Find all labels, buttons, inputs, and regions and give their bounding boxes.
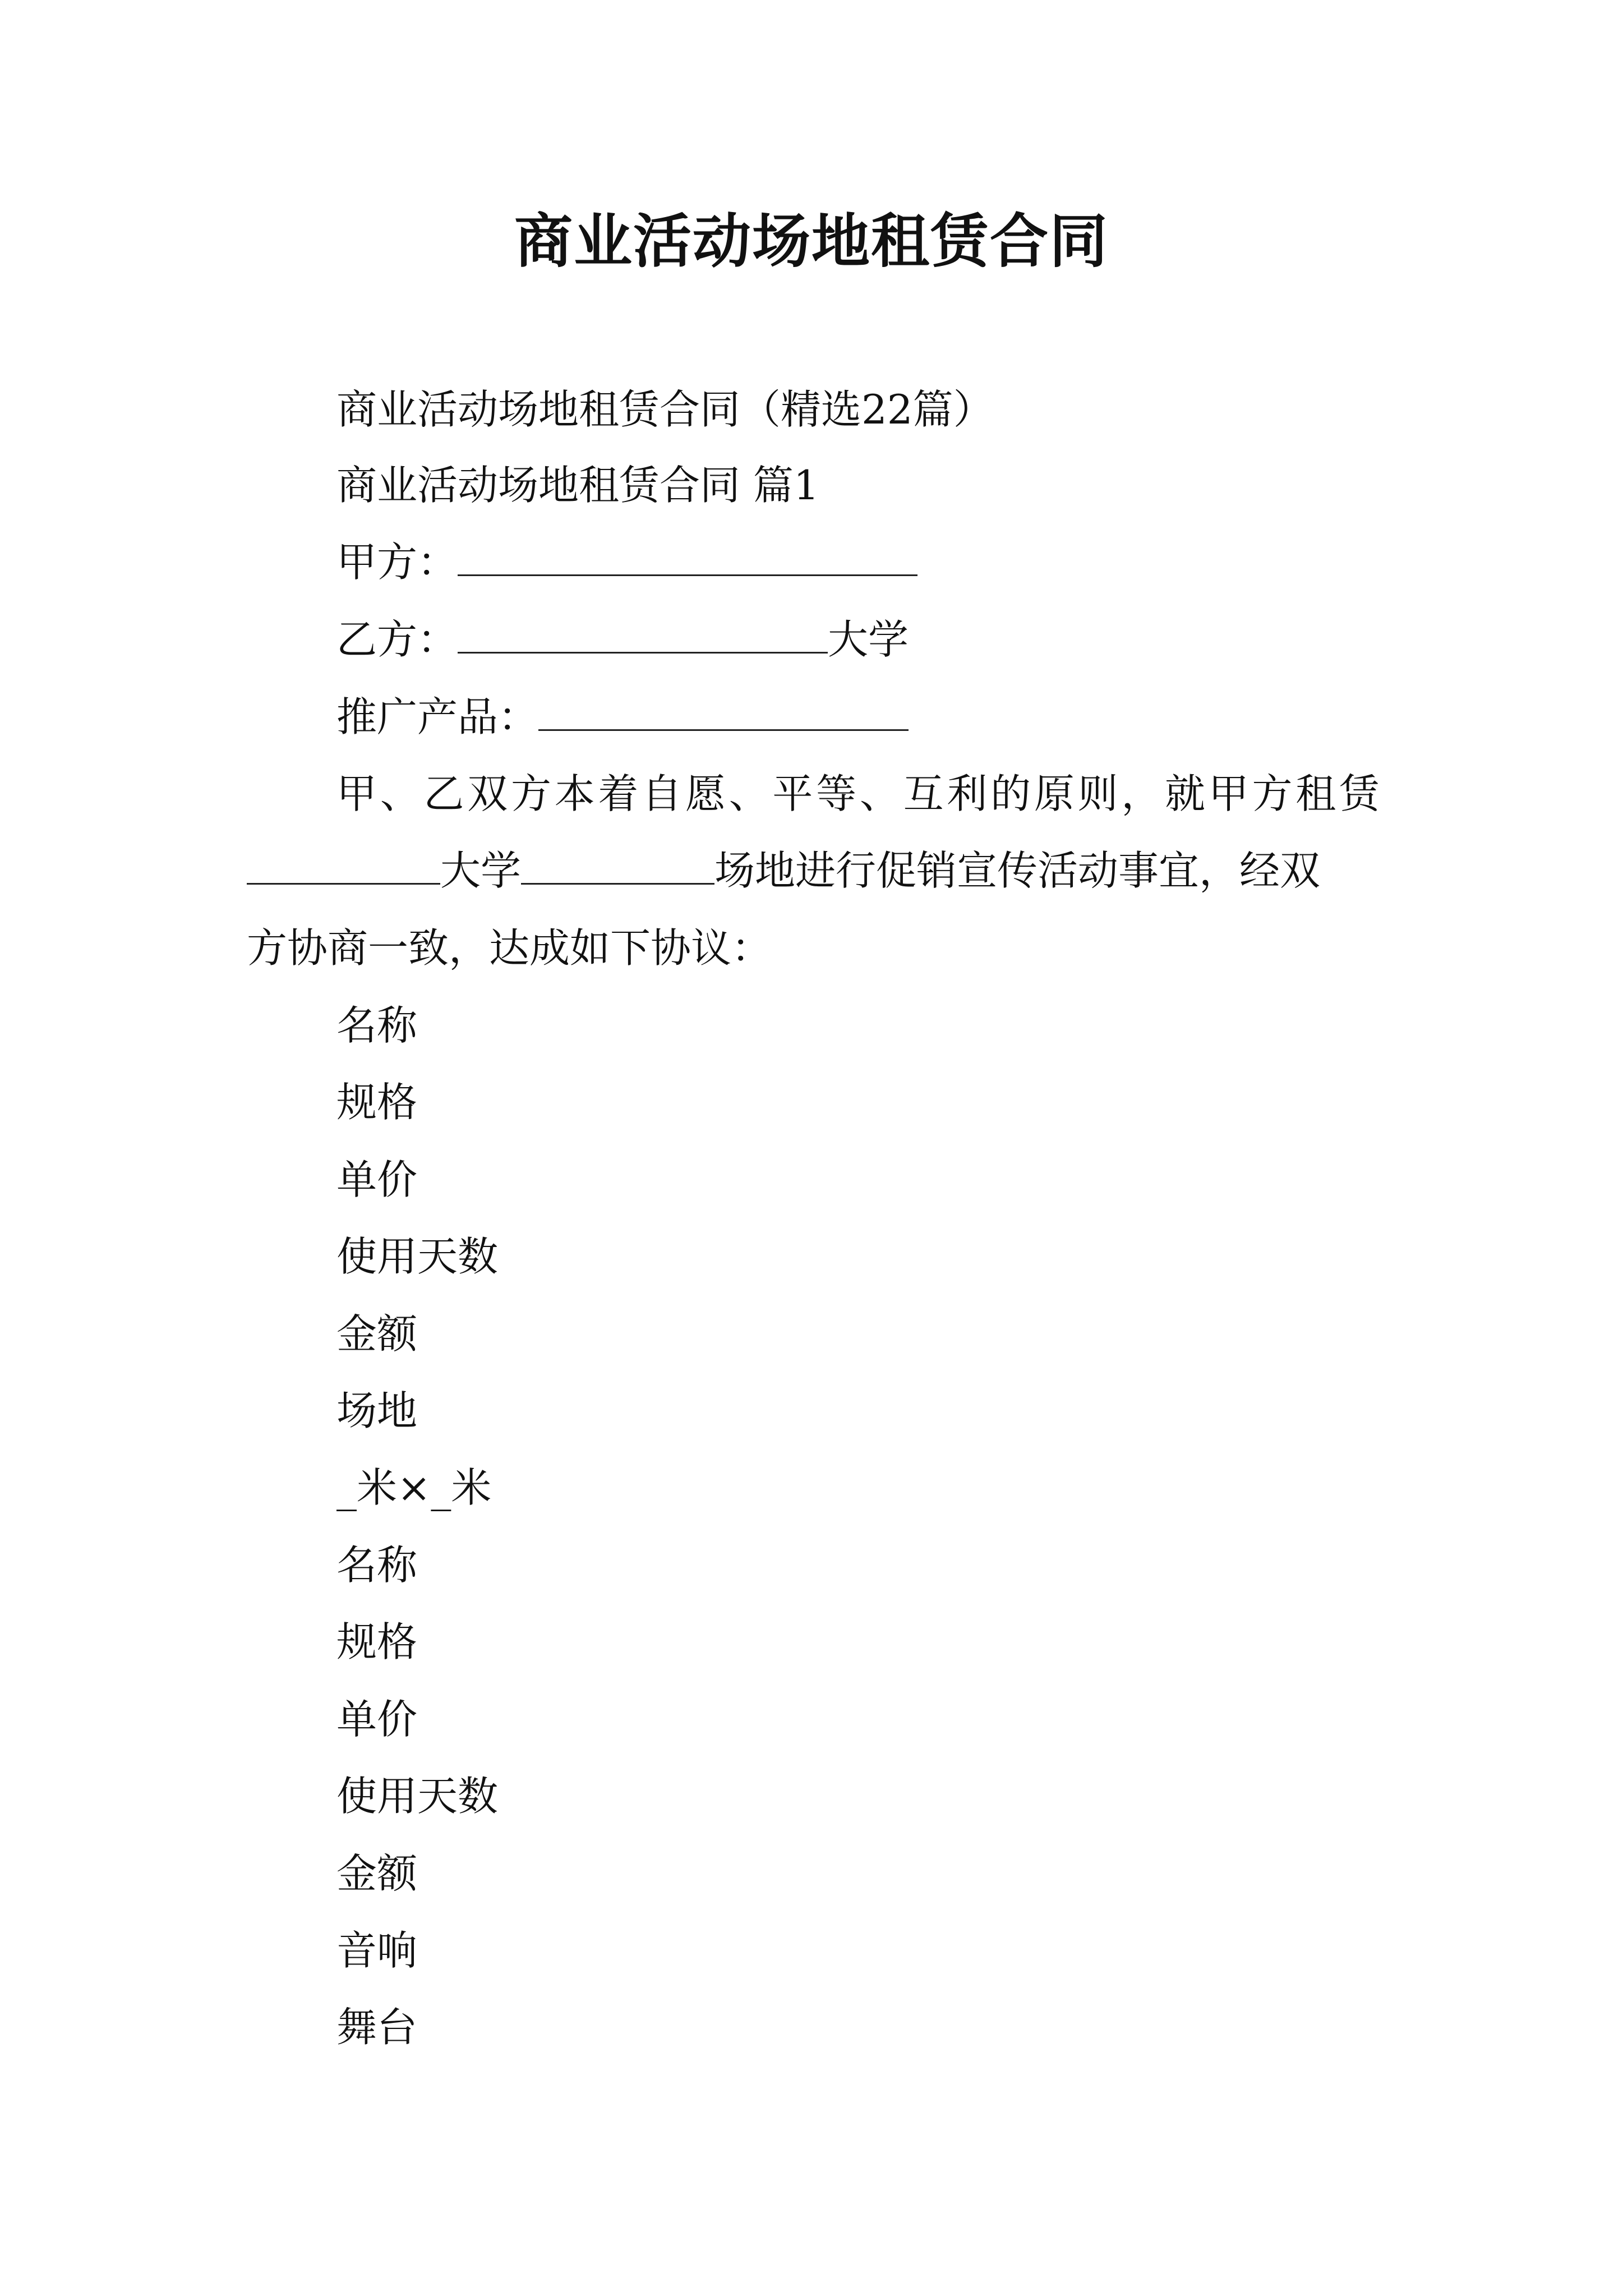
party-a-label: 甲方： [336,539,458,586]
party-b-line [336,611,909,668]
intro-blank-1 [247,848,440,885]
document-subtitle: 商业活动场地租赁合同（精选22篇） [336,386,994,433]
intro-line-2 [247,843,1320,899]
party-a-blank [458,540,917,576]
product-label: 推广产品： [336,693,539,740]
intro-line2-mid: 大学 [440,847,522,894]
list-item: 规格 [336,1079,418,1126]
party-b-blank [458,617,828,654]
party-b-suffix: 大学 [828,616,909,663]
list-item: 单价 [336,1156,418,1203]
list-item: 金额 [336,1850,418,1897]
intro-blank-2 [521,848,714,885]
intro-line-3: 方协商一致，达成如下协议： [247,924,772,972]
list-item: 使用天数 [336,1773,499,1820]
section-heading: 商业活动场地租赁合同 篇1 [336,462,819,509]
intro-line-1: 甲、乙双方本着自愿、平等、互利的原则，就甲方租赁 [336,770,1380,817]
list-item: 使用天数 [336,1233,499,1280]
list-item: _米×_米 [336,1464,492,1511]
list-item: 规格 [336,1618,418,1665]
list-item: 场地 [336,1387,418,1434]
list-item: 名称 [336,1542,418,1589]
document-title: 商业活动场地租赁合同 [514,206,1109,275]
list-item: 名称 [336,1002,418,1049]
list-item: 单价 [336,1696,418,1743]
list-item: 金额 [336,1310,418,1358]
party-b-label: 乙方： [336,616,458,663]
party-a-line [336,534,917,590]
intro-line2-end: 场地进行促销宣传活动事宜，经双 [714,847,1321,894]
product-line [336,689,909,745]
list-item: 音响 [336,1927,418,1974]
product-blank [538,694,909,731]
list-item: 舞台 [336,2004,418,2051]
